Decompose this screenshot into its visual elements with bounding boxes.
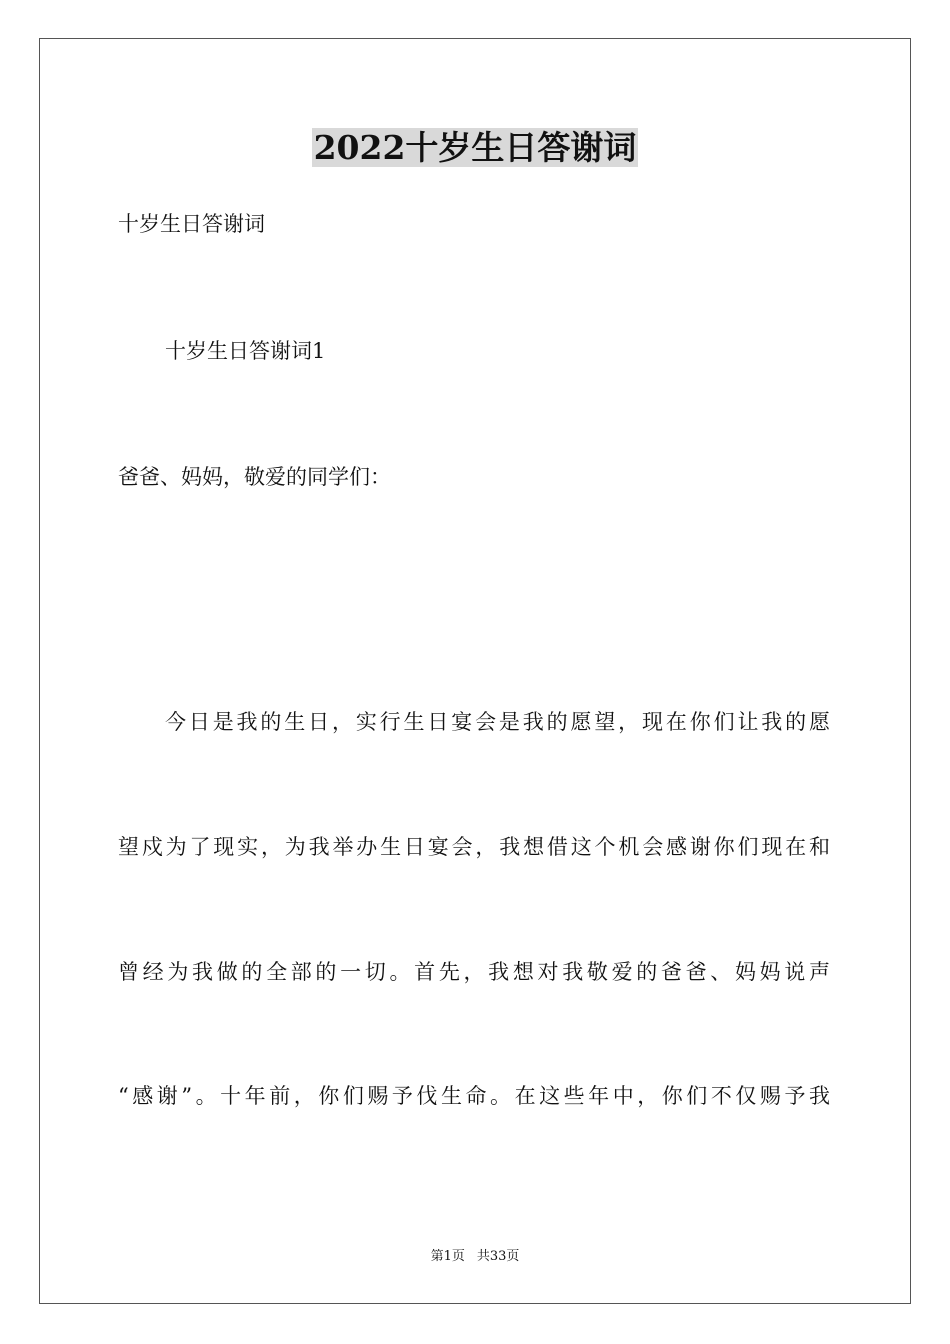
document-title [0,126,950,170]
paragraph-line: 望戍为了现实，为我举办生日宴会，我想借这个机会感谢你们现在和 [118,835,830,859]
section-heading: 十岁生日答谢词1 [165,339,326,363]
document-subtitle: 十岁生日答谢词 [118,212,265,236]
document-title-text: 2022十岁生日答谢词 [313,128,637,167]
page-footer [0,1248,950,1266]
paragraph-line: “感谢”。十年前，你们赐予伐生命。在这些年中，你们不仅赐予我 [118,1084,830,1108]
total-pages: 共33页 [476,1249,520,1264]
page-number: 第1页 [430,1249,465,1264]
paragraph-line: 今日是我的生日，实行生日宴会是我的愿望，现在你们让我的愿 [165,710,830,734]
paragraph-line: 曾经为我做的全部的一切。首先，我想对我敬爱的爸爸、妈妈说声 [118,960,830,984]
salutation: 爸爸、妈妈，敬爱的同学们： [118,465,391,489]
